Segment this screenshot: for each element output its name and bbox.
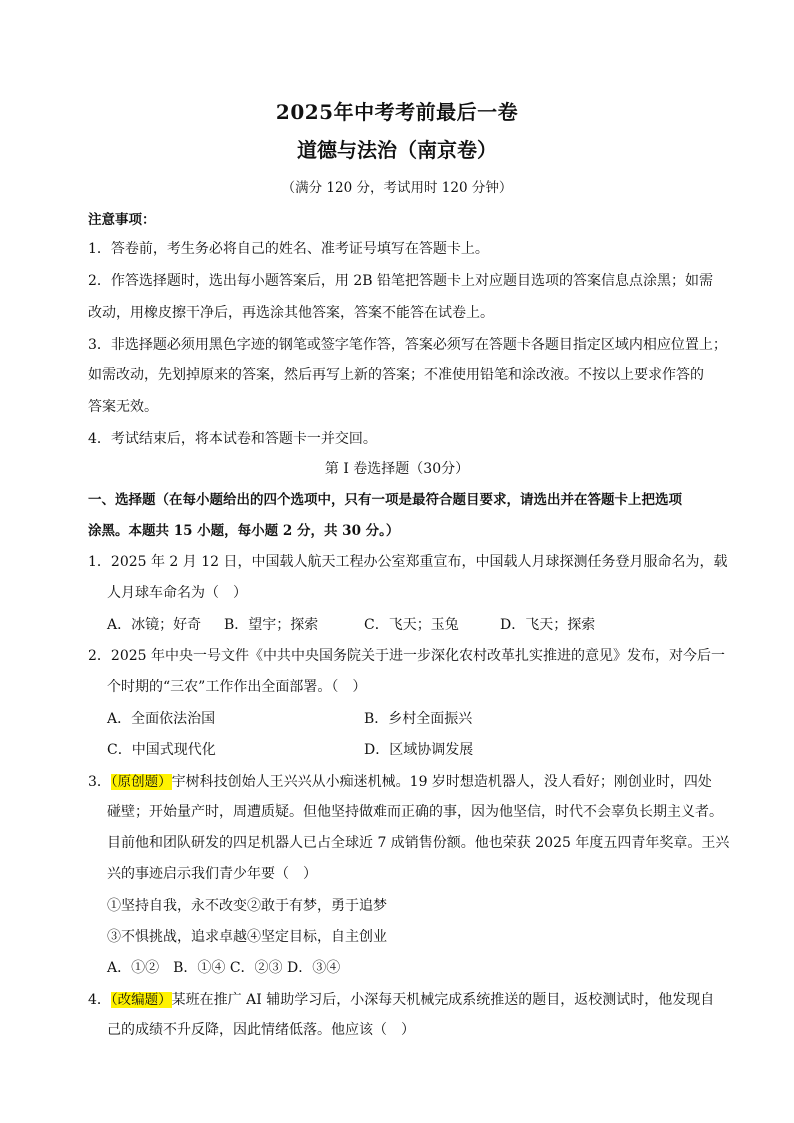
question-1-line-1: 1．2025 年 2 月 12 日，中国载人航天工程办公室郑重宣布，中国载人月球探测任务登月服命名为，载 <box>88 554 728 570</box>
question-3-text: 宇树科技创始人王兴兴从小痴迷机械。19 岁时想造机器人，没人看好；刚创业时，四处 <box>171 774 712 790</box>
question-1-line-2: 人月球车命名为（ ） <box>107 585 247 601</box>
section-heading: 第 I 卷选择题（30分） <box>324 461 470 477</box>
notes-heading: 注意事项： <box>88 212 156 228</box>
question-4-number: 4． <box>88 992 111 1008</box>
question-3-line-2: 碰壁；开始量产时，周遭质疑。但他坚持做难而正确的事，因为他坚信，时代不会辜负长期主义者。 <box>107 804 723 820</box>
question-4-tag: （改编题） <box>110 992 172 1008</box>
exam-title: 2025年中考考前最后一卷 <box>275 100 519 124</box>
question-3-line-1 <box>88 770 712 791</box>
question-1-option-a: A．冰镜；好奇 <box>107 617 202 633</box>
note-3-line-3: 答案无效。 <box>88 399 158 415</box>
question-1-option-b: B．望宇；探索 <box>224 617 319 633</box>
question-1-option-d: D．飞天；探索 <box>500 617 596 633</box>
question-3-statements-2: ③不惧挑战，追求卓越④坚定目标，自主创业 <box>107 929 387 945</box>
exam-subject-title: 道德与法治（南京卷） <box>297 138 497 162</box>
question-3-line-4: 兴的事迹启示我们青少年要（ ） <box>107 866 317 882</box>
note-4: 4．考试结束后，将本试卷和答题卡一并交回。 <box>88 431 377 447</box>
question-1-option-c: C．飞天；玉兔 <box>364 617 459 633</box>
note-3-line-1: 3．非选择题必须用黑色字迹的钢笔或签字笔作答，答案必须写在答题卡各题目指定区域内相应位置上； <box>88 337 727 353</box>
question-2-line-1: 2．2025 年中央一号文件《中共中央国务院关于进一步深化农村改革扎实推进的意见》发布，对今后一 <box>88 648 725 664</box>
question-2-option-d: D．区域协调发展 <box>364 742 474 758</box>
note-1: 1．答卷前，考生务必将自己的姓名、准考证号填写在答题卡上。 <box>88 241 489 257</box>
exam-meta: （满分 120 分，考试用时 120 分钟） <box>281 180 513 196</box>
section-instruction-line-1: 一、选择题（在每小题给出的四个选项中，只有一项是最符合题目要求，请选出并在答题卡上把选项 <box>88 492 682 508</box>
note-2-line-1: 2．作答选择题时，选出每小题答案后，用 2B 铅笔把答题卡上对应题目选项的答案信息点涂黑；如需 <box>88 273 714 289</box>
section-instruction-line-2: 涂黑。本题共 15 小题，每小题 2 分，共 30 分。） <box>88 523 400 539</box>
question-2-line-2: 个时期的“三农”工作作出全面部署。（ ） <box>107 679 367 695</box>
note-2-line-2: 改动，用橡皮擦干净后，再选涂其他答案，答案不能答在试卷上。 <box>88 305 494 321</box>
question-2-option-c: C．中国式现代化 <box>107 742 216 758</box>
question-3-options: A．①② B．①④ C．②③ D．③④ <box>107 960 341 976</box>
question-2-option-a: A．全面依法治国 <box>107 711 216 727</box>
question-3-number: 3． <box>88 774 111 790</box>
question-2-option-b: B．乡村全面振兴 <box>364 711 473 727</box>
question-4-line-1 <box>88 988 714 1009</box>
note-3-line-2: 如需改动，先划掉原来的答案，然后再写上新的答案；不准使用铅笔和涂改液。不按以上要求作答的 <box>88 367 704 383</box>
question-3-statements-1: ①坚持自我，永不改变②敢于有梦，勇于追梦 <box>107 898 387 914</box>
question-3-line-3: 目前他和团队研发的四足机器人已占全球近 7 成销售份额。他也荣获 2025 年度五四青年奖章。王兴 <box>107 835 730 851</box>
question-3-tag: （原创题） <box>110 774 172 790</box>
question-4-line-2: 己的成绩不升反降，因此情绪低落。他应该（ ） <box>107 1022 415 1038</box>
question-4-text: 某班在推广 AI 辅助学习后，小深每天机械完成系统推送的题目，返校测试时，他发现自 <box>171 992 715 1008</box>
